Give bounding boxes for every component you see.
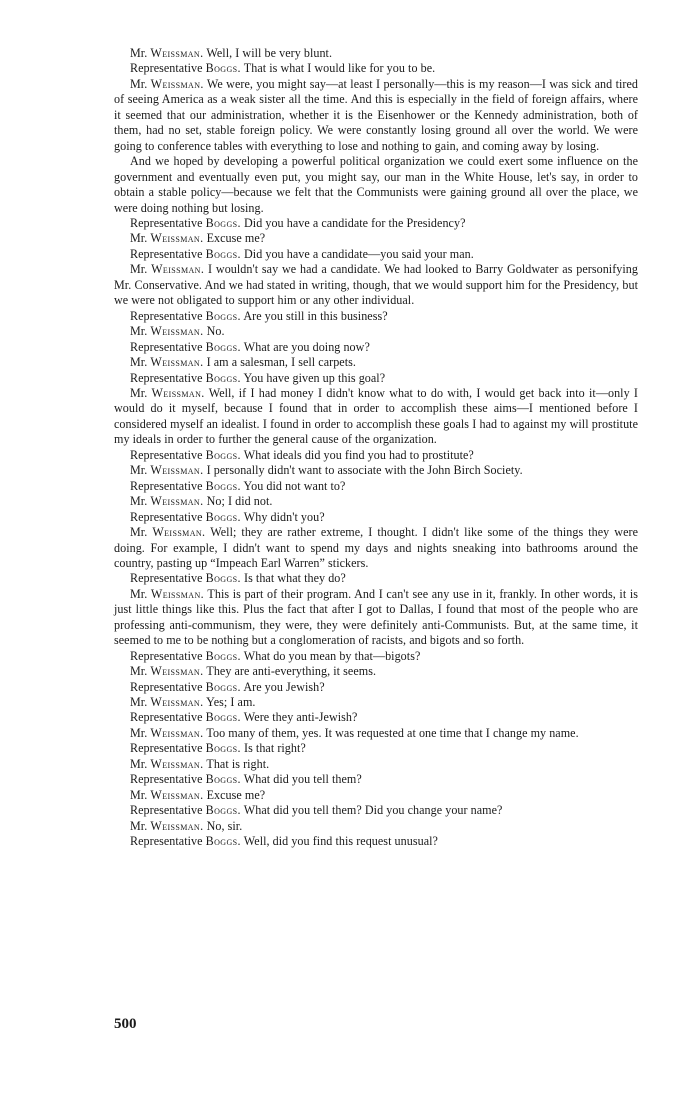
speaker-name: Boggs. — [205, 803, 241, 818]
speaker-name: Weissman. — [150, 494, 204, 509]
speaker-title: Mr. — [130, 355, 148, 370]
speech-text: Were they anti-Jewish? — [243, 710, 358, 725]
speaker-name: Boggs. — [205, 339, 241, 354]
speaker-title: Mr. — [130, 231, 148, 246]
speech-text: What did you tell them? Did you change your name? — [243, 803, 503, 818]
speaker-title: Mr. — [130, 787, 148, 802]
transcript-paragraph — [114, 803, 638, 818]
speaker-title: Representative — [130, 834, 203, 849]
transcript-paragraph — [114, 741, 638, 756]
speech-text: We were, you might say—at least I personally—this is my reason—I was sick and tired of seeing America as a weak sister all the time. And this is especially in the field of foreign affairs, where it seemed that our administration, whether it is the Eisenhower or the Kennedy administration, both of them, had no set, stable foreign policy. We were constantly losing ground all over the world. We were going to conference tables with everything to lose and nothing to gain, and coming away by losing. — [114, 76, 638, 153]
speech-text: Is that what they do? — [244, 571, 346, 586]
transcript-paragraph — [114, 664, 638, 679]
speaker-name: Weissman. — [151, 262, 205, 277]
speech-text: What do you mean by that—bigots? — [243, 648, 421, 663]
speaker-name: Boggs. — [205, 509, 241, 524]
speech-text: Are you still in this business? — [243, 308, 388, 323]
speech-text: You have given up this goal? — [243, 370, 386, 385]
transcript-paragraph — [114, 61, 638, 76]
speaker-title: Mr. — [130, 664, 148, 679]
transcript-paragraph — [114, 324, 638, 339]
speech-text: They are anti-everything, it seems. — [206, 664, 377, 679]
speaker-title: Mr. — [130, 695, 148, 710]
transcript-paragraph — [114, 216, 638, 231]
speaker-title: Representative — [130, 772, 203, 787]
speech-text: Too many of them, yes. It was requested at one time that I change my name. — [206, 725, 579, 740]
speaker-name: Weissman. — [150, 818, 204, 833]
speech-text: You did not want to? — [243, 478, 346, 493]
speech-text: Did you have a candidate for the Presidency? — [244, 215, 466, 230]
speech-text: What are you doing now? — [243, 339, 370, 354]
speaker-title: Mr. — [130, 262, 148, 277]
transcript-paragraph — [114, 262, 638, 308]
transcript-paragraph — [114, 772, 638, 787]
transcript-paragraph — [114, 680, 638, 695]
speaker-name: Weissman. — [150, 586, 205, 601]
speaker-name: Weissman. — [150, 725, 204, 740]
speech-text: Well; they are rather extreme, I thought. I didn't like some of the things they were doing. For example, I didn't want to spend my days and nights sneaking into bathrooms around the country, pasting up “Impeach Earl Warren” stickers. — [114, 525, 638, 570]
transcript-paragraph — [114, 340, 638, 355]
speaker-name: Weissman. — [150, 463, 204, 478]
speaker-title: Mr. — [130, 385, 148, 400]
transcript-paragraph — [114, 525, 638, 571]
transcript-paragraph — [114, 386, 638, 448]
speech-text: What ideals did you find you had to prostitute? — [243, 447, 474, 462]
speaker-title: Mr. — [130, 463, 148, 478]
transcript-paragraph — [114, 355, 638, 370]
speech-text: That is what I would like for you to be. — [243, 61, 436, 76]
transcript-paragraph — [114, 819, 638, 834]
speaker-name: Boggs. — [205, 308, 241, 323]
transcript-paragraph — [114, 726, 638, 741]
speaker-title: Mr. — [130, 46, 148, 60]
transcript-paragraph — [114, 649, 638, 664]
transcript-paragraph — [114, 154, 638, 216]
speech-text: That is right. — [206, 756, 270, 771]
speaker-title: Representative — [130, 246, 203, 261]
transcript-paragraph — [114, 46, 638, 61]
speech-text: Well, if I had money I didn't know what to do with, I would get back into it—only I would do it myself, because I found that in order to accomplish these aims—I mentioned before I considered myself an idealist. I found in order to accomplish these goals I had to against my will prostitute my ideals in order to further the general cause of the organization. — [114, 385, 638, 447]
speaker-title: Mr. — [130, 818, 148, 833]
transcript-paragraph — [114, 695, 638, 710]
speech-text: Well, did you find this request unusual? — [243, 834, 438, 849]
transcript-paragraph — [114, 77, 638, 154]
speaker-name: Weissman. — [150, 664, 204, 679]
transcript-paragraph — [114, 479, 638, 494]
speaker-name: Boggs. — [205, 648, 241, 663]
speaker-title: Mr. — [130, 494, 148, 509]
speaker-title: Mr. — [130, 76, 148, 91]
speaker-title: Representative — [130, 339, 203, 354]
speech-text: I wouldn't say we had a candidate. We had looked to Barry Goldwater as personifying Mr. Conservative. And we had stated in writing, though, that we would support him for the Presidency, but we were not obligated to support him or any other individual. — [114, 262, 638, 308]
speaker-name: Weissman. — [150, 324, 204, 339]
transcript-page — [114, 46, 638, 850]
speaker-title: Representative — [130, 710, 203, 725]
speaker-name: Weissman. — [150, 231, 204, 246]
transcript-paragraph — [114, 309, 638, 324]
speaker-name: Boggs. — [205, 710, 241, 725]
speech-text: No, sir. — [206, 818, 243, 833]
speaker-title: Representative — [130, 648, 203, 663]
speaker-name: Boggs. — [205, 679, 241, 694]
speech-text: Excuse me? — [206, 787, 266, 802]
transcript-paragraph — [114, 371, 638, 386]
speaker-title: Representative — [130, 571, 203, 586]
speaker-name: Weissman. — [152, 525, 206, 540]
speaker-title: Representative — [130, 308, 203, 323]
transcript-paragraph — [114, 463, 638, 478]
transcript-paragraph — [114, 247, 638, 262]
speaker-name: Weissman. — [150, 756, 204, 771]
speaker-title: Representative — [130, 61, 203, 76]
transcript-paragraph — [114, 510, 638, 525]
speaker-name: Weissman. — [150, 46, 204, 60]
speech-text: And we hoped by developing a powerful political organization we could exert some influence on the government and eventually even put, you might say, our man in the White House, let's say, in order to obtain a stable policy—because we felt that the Communists were gaining ground all over the place, we were doing nothing but losing. — [114, 154, 638, 215]
speaker-name: Boggs. — [205, 61, 241, 76]
transcript-paragraph — [114, 757, 638, 772]
speaker-name: Boggs. — [205, 741, 241, 756]
speaker-title: Mr. — [130, 324, 148, 339]
speech-text: Why didn't you? — [243, 509, 325, 524]
speaker-title: Mr. — [130, 725, 148, 740]
transcript-paragraph — [114, 494, 638, 509]
speaker-name: Boggs. — [205, 834, 241, 849]
transcript-paragraph — [114, 788, 638, 803]
speech-text: No. — [206, 324, 225, 339]
speaker-name: Boggs. — [205, 246, 241, 261]
transcript-paragraph — [114, 571, 638, 586]
speaker-title: Mr. — [130, 756, 148, 771]
speaker-title: Mr. — [130, 525, 148, 540]
transcript-paragraph — [114, 231, 638, 246]
speaker-name: Weissman. — [151, 385, 205, 400]
transcript-paragraph — [114, 587, 638, 649]
speaker-name: Boggs. — [205, 215, 241, 230]
speech-text: What did you tell them? — [243, 772, 362, 787]
transcript-body — [114, 46, 638, 850]
speaker-name: Boggs. — [205, 447, 241, 462]
page-number: 500 — [114, 1016, 137, 1032]
speaker-title: Representative — [130, 370, 203, 385]
speech-text: I personally didn't want to associate with the John Birch Society. — [206, 463, 523, 478]
speaker-title: Mr. — [130, 586, 148, 601]
speech-text: Is that right? — [244, 741, 306, 756]
speech-text: Yes; I am. — [206, 695, 256, 710]
speech-text: Excuse me? — [206, 231, 266, 246]
speech-text: I am a salesman, I sell carpets. — [206, 355, 356, 370]
speaker-name: Weissman. — [150, 76, 204, 91]
speaker-name: Weissman. — [150, 355, 204, 370]
speaker-title: Representative — [130, 509, 203, 524]
transcript-paragraph — [114, 448, 638, 463]
transcript-paragraph — [114, 834, 638, 849]
transcript-paragraph — [114, 710, 638, 725]
speaker-title: Representative — [130, 215, 203, 230]
speech-text: Are you Jewish? — [243, 679, 325, 694]
speaker-title: Representative — [130, 741, 203, 756]
speaker-name: Weissman. — [150, 695, 204, 710]
speech-text: This is part of their program. And I can't see any use in it, frankly. In other words, it is just little things like this. Plus the fact that after I got to Dallas, I found that most of the people who are professing anti-communism, they were, they were definitely anti-Communists. But, at the same time, it seemed to me to be nothing but a conglomeration of racists, and bigots and so forth. — [114, 586, 638, 648]
speaker-title: Representative — [130, 478, 203, 493]
speech-text: Well, I will be very blunt. — [206, 46, 333, 60]
speaker-title: Representative — [130, 447, 203, 462]
speaker-name: Boggs. — [205, 478, 241, 493]
speaker-title: Representative — [130, 679, 203, 694]
speaker-name: Boggs. — [205, 772, 241, 787]
speaker-name: Weissman. — [150, 787, 204, 802]
speech-text: No; I did not. — [206, 494, 273, 509]
speech-text: Did you have a candidate—you said your man. — [244, 246, 474, 261]
speaker-name: Boggs. — [205, 370, 241, 385]
speaker-name: Boggs. — [205, 571, 241, 586]
speaker-title: Representative — [130, 803, 203, 818]
